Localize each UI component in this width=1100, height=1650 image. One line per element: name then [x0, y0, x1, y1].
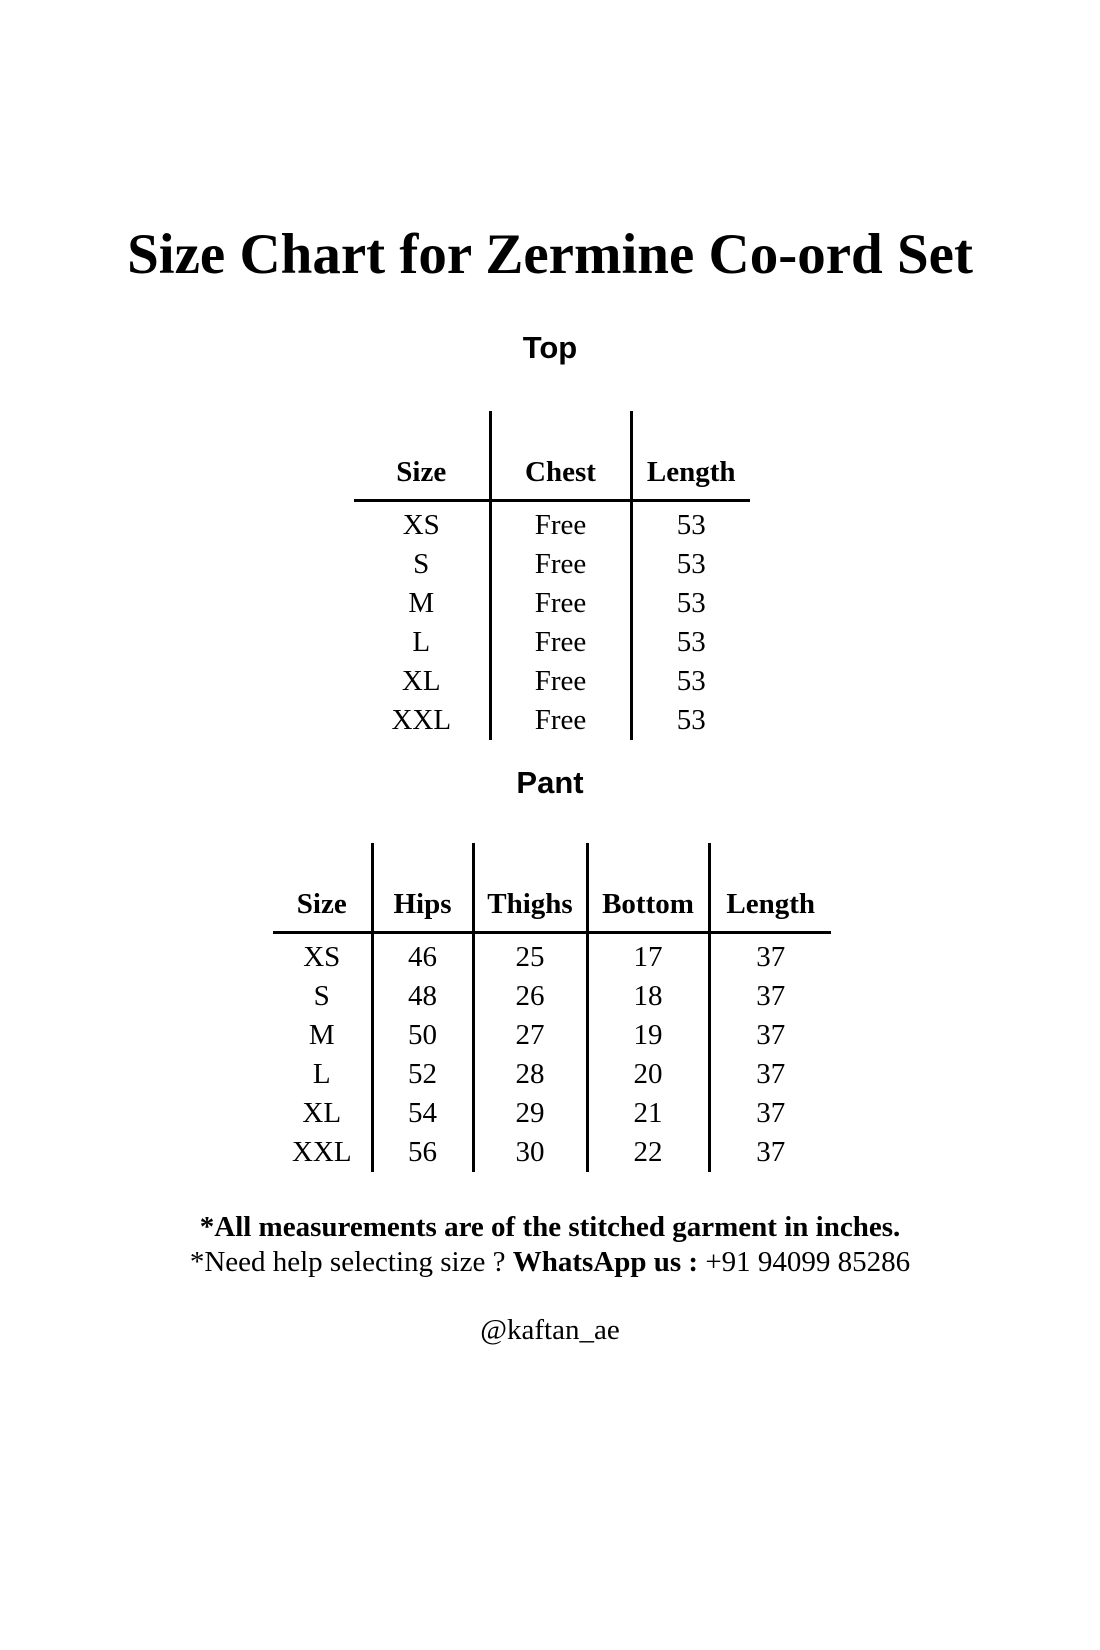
table-row — [273, 977, 831, 1016]
chest-cell: Free — [490, 623, 631, 662]
size-cell: XS — [354, 501, 490, 546]
bottom-cell: 19 — [587, 1016, 709, 1055]
chest-cell: Free — [490, 662, 631, 701]
table-row — [354, 623, 750, 662]
size-cell: L — [354, 623, 490, 662]
size-cell: XS — [273, 933, 372, 978]
length-cell: 53 — [676, 665, 706, 697]
size-cell: M — [354, 584, 490, 623]
table-header-row — [354, 411, 750, 501]
hips-cell: 50 — [372, 1016, 473, 1055]
table-row — [273, 1055, 831, 1094]
bottom-cell: 22 — [587, 1133, 709, 1172]
length-cell: 37 — [756, 1019, 786, 1051]
column-header-thighs: Thighs — [473, 843, 587, 933]
size-cell: XXL — [273, 1133, 372, 1172]
length-cell: 53 — [676, 626, 706, 658]
length-cell: 53 — [676, 548, 706, 580]
length-cell: 53 — [676, 509, 706, 541]
help-note — [0, 1245, 1100, 1279]
thighs-cell: 27 — [473, 1016, 587, 1055]
page-title: Size Chart for Zermine Co-ord Set — [127, 223, 973, 286]
table-row — [354, 501, 750, 546]
thighs-cell: 28 — [473, 1055, 587, 1094]
thighs-cell: 26 — [473, 977, 587, 1016]
bottom-cell: 20 — [587, 1055, 709, 1094]
chest-cell: Free — [490, 701, 631, 740]
thighs-cell: 30 — [473, 1133, 587, 1172]
table-row — [273, 1133, 831, 1172]
length-cell: 37 — [756, 941, 786, 973]
social-handle: @kaftan_ae — [480, 1314, 620, 1346]
pant-section-title: Pant — [516, 765, 584, 800]
thighs-cell: 25 — [473, 933, 587, 978]
table-row — [273, 1094, 831, 1133]
hips-cell: 52 — [372, 1055, 473, 1094]
top-section-title: Top — [522, 330, 578, 365]
hips-cell: 54 — [372, 1094, 473, 1133]
size-cell: XXL — [354, 701, 490, 740]
hips-cell: 48 — [372, 977, 473, 1016]
column-header-length: Length — [709, 843, 831, 933]
bottom-cell: 21 — [587, 1094, 709, 1133]
size-cell: M — [273, 1016, 372, 1055]
size-cell: L — [273, 1055, 372, 1094]
length-cell: 37 — [756, 1058, 786, 1090]
table-row — [354, 701, 750, 740]
table-row — [354, 545, 750, 584]
help-note-prefix: *Need help selecting size ? — [189, 1246, 506, 1278]
size-cell: S — [273, 977, 372, 1016]
column-header-size: Size — [354, 411, 490, 501]
length-cell: 53 — [676, 704, 706, 736]
size-cell: XL — [354, 662, 490, 701]
length-cell: 53 — [676, 587, 706, 619]
hips-cell: 46 — [372, 933, 473, 978]
hips-cell: 56 — [372, 1133, 473, 1172]
top-size-table — [354, 411, 750, 740]
length-cell: 37 — [756, 1136, 786, 1168]
chest-cell: Free — [490, 501, 631, 546]
whatsapp-label: WhatsApp us : — [512, 1246, 699, 1278]
table-row — [354, 584, 750, 623]
table-row — [354, 662, 750, 701]
measurement-note: *All measurements are of the stitched garment in inches. — [199, 1211, 901, 1243]
bottom-cell: 18 — [587, 977, 709, 1016]
column-header-chest: Chest — [490, 411, 631, 501]
length-cell: 37 — [756, 1097, 786, 1129]
table-row — [273, 1016, 831, 1055]
column-header-length: Length — [631, 411, 750, 501]
pant-size-table — [273, 843, 831, 1172]
length-cell: 37 — [756, 980, 786, 1012]
table-row — [273, 933, 831, 978]
table-header-row — [273, 843, 831, 933]
thighs-cell: 29 — [473, 1094, 587, 1133]
chest-cell: Free — [490, 584, 631, 623]
whatsapp-number: +91 94099 85286 — [705, 1246, 911, 1278]
column-header-size: Size — [273, 843, 372, 933]
column-header-hips: Hips — [372, 843, 473, 933]
bottom-cell: 17 — [587, 933, 709, 978]
column-header-bottom: Bottom — [587, 843, 709, 933]
size-cell: S — [354, 545, 490, 584]
size-cell: XL — [273, 1094, 372, 1133]
chest-cell: Free — [490, 545, 631, 584]
